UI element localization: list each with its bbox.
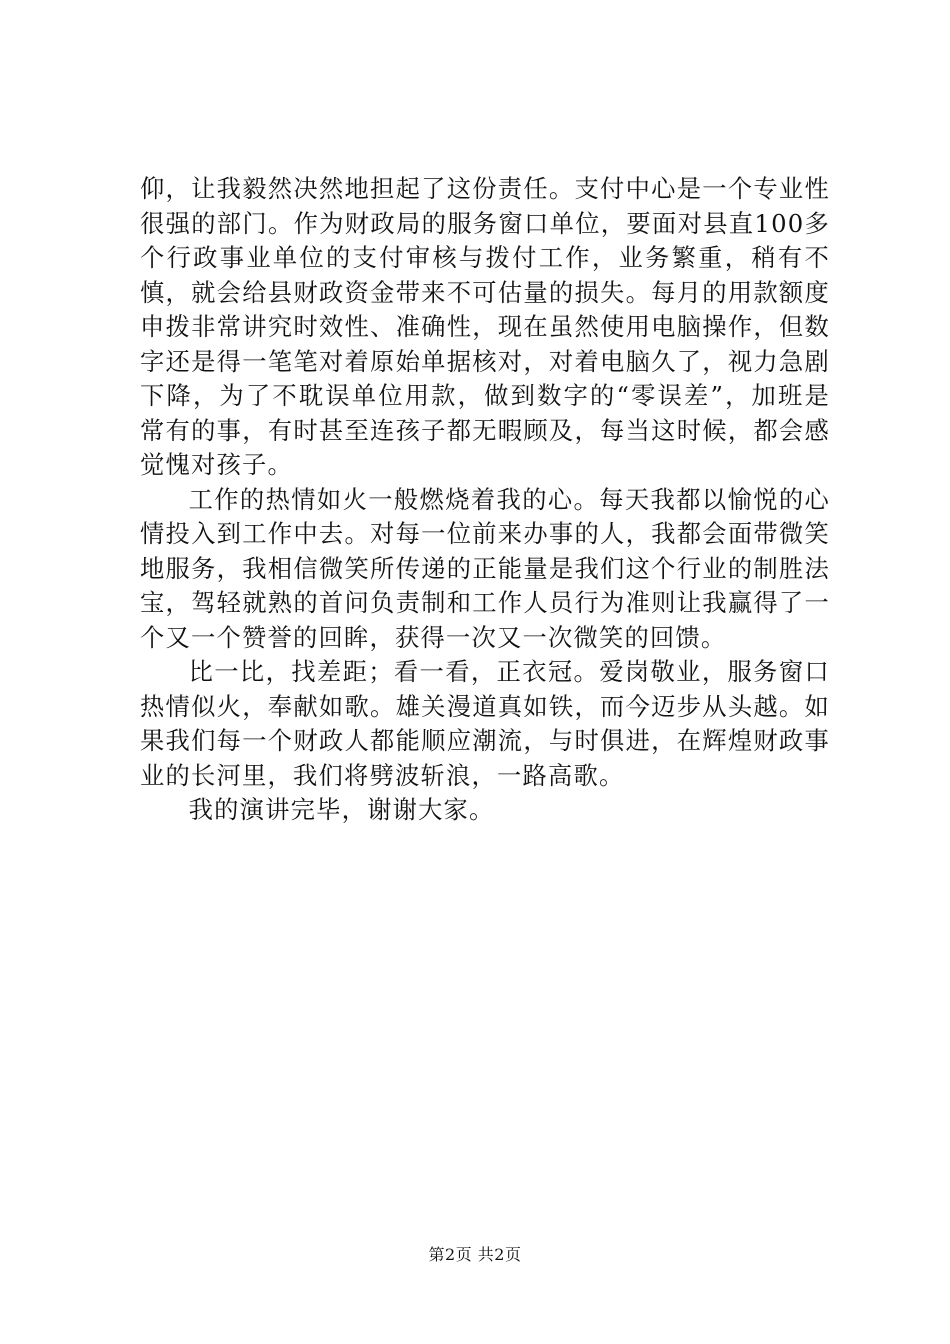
paragraph-work-enthusiasm: 工作的热情如火一般燃烧着我的心。每天我都以愉悦的心情投入到工作中去。对每一位前来办事的人，我都会面带微笑地服务，我相信微笑所传递的正能量是我们这个行业的制胜法宝，驾轻就熟的首问负责制和工作人员行为准则让我赢得了一个又一个赞誉的回眸，获得一次又一次微笑的回馈。 (140, 484, 830, 652)
paragraph-closing: 我的演讲完毕，谢谢大家。 (188, 795, 495, 824)
paragraph-continued: 仰，让我毅然决然地担起了这份责任。支付中心是一个专业性很强的部门。作为财政局的服务窗口单位，要面对县直100多个行政事业单位的支付审核与拨付工作，业务繁重，稍有不慎，就会给县财政资金带来不可估量的损失。每月的用款额度申拨非常讲究时效性、准确性，现在虽然使用电脑操作，但数字还是得一笔笔对着原始单据核对，对着电脑久了，视力急剧下降，为了不耽误单位用款，做到数字的“零误差”，加班是常有的事，有时甚至连孩子都无暇顾及，每当这时候，都会感觉愧对孩子。 (140, 174, 830, 479)
document-body (140, 172, 830, 828)
paragraph-comparison: 比一比，找差距；看一看，正衣冠。爱岗敬业，服务窗口热情似火，奉献如歌。雄关漫道真如铁，而今迈步从头越。如果我们每一个财政人都能顺应潮流，与时俱进，在辉煌财政事业的长河里，我们将劈波斩浪，一路高歌。 (140, 657, 830, 790)
page-number-footer: 第2页 共2页 (428, 1245, 522, 1264)
